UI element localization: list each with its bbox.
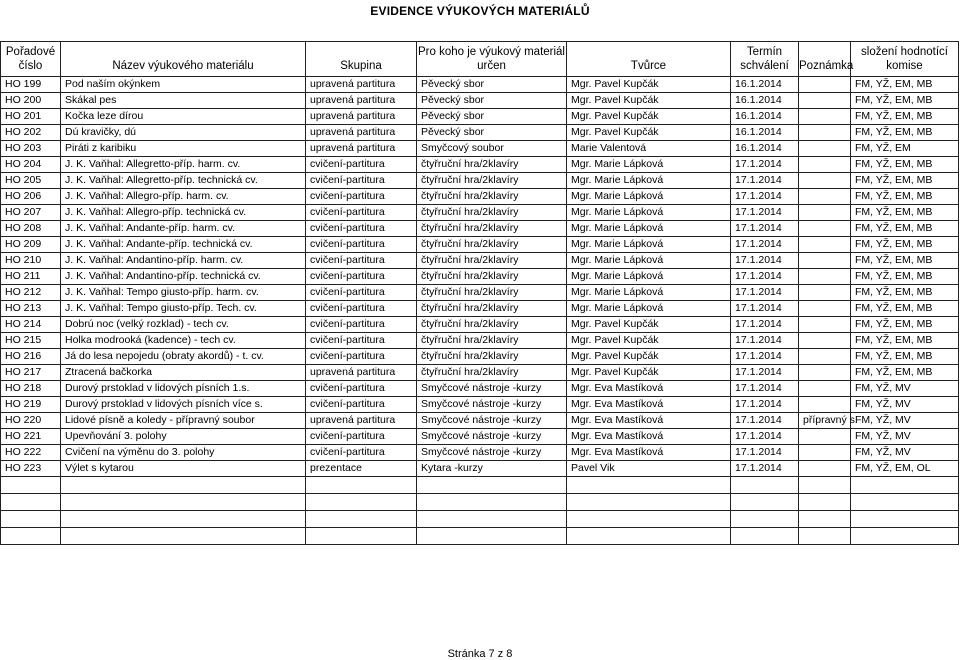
- table-row: [1, 445, 959, 461]
- cell-pro-koho: čtyřruční hra/2klavíry: [417, 317, 567, 333]
- table-row: [1, 221, 959, 237]
- cell-cislo: HO 213: [1, 301, 61, 317]
- cell-skupina: cvičení-partitura: [306, 445, 417, 461]
- cell-skupina: upravená partitura: [306, 93, 417, 109]
- cell-tvurce: Mgr. Pavel Kupčák: [567, 109, 731, 125]
- table-row: [1, 317, 959, 333]
- cell-tvurce: Mgr. Pavel Kupčák: [567, 349, 731, 365]
- cell-poznamka: [799, 141, 851, 157]
- cell-nazev: Ztracená bačkorka: [61, 365, 306, 381]
- cell-tvurce: Mgr. Pavel Kupčák: [567, 77, 731, 93]
- cell-skupina: upravená partitura: [306, 141, 417, 157]
- table-row: [1, 285, 959, 301]
- cell-poznamka: [799, 77, 851, 93]
- cell-skupina: prezentace: [306, 461, 417, 477]
- cell-termin: 16.1.2014: [731, 109, 799, 125]
- cell-pro-koho: Kytara -kurzy: [417, 461, 567, 477]
- cell-skupina: upravená partitura: [306, 413, 417, 429]
- cell-skupina: upravená partitura: [306, 77, 417, 93]
- empty-cell: [567, 494, 731, 511]
- empty-cell: [799, 528, 851, 545]
- cell-nazev: J. K. Vaňhal: Tempo giusto-příp. Tech. cv.: [61, 301, 306, 317]
- cell-cislo: HO 212: [1, 285, 61, 301]
- cell-skupina: cvičení-partitura: [306, 301, 417, 317]
- table-row: [1, 269, 959, 285]
- cell-poznamka: [799, 269, 851, 285]
- cell-skupina: upravená partitura: [306, 365, 417, 381]
- cell-komise: FM, YŽ, EM, MB: [851, 253, 959, 269]
- cell-poznamka: [799, 93, 851, 109]
- cell-cislo: HO 216: [1, 349, 61, 365]
- cell-cislo: HO 202: [1, 125, 61, 141]
- empty-cell: [61, 494, 306, 511]
- cell-poznamka: [799, 125, 851, 141]
- cell-pro-koho: čtyřruční hra/2klavíry: [417, 349, 567, 365]
- table-row: [1, 381, 959, 397]
- cell-poznamka: [799, 397, 851, 413]
- cell-pro-koho: čtyřruční hra/2klavíry: [417, 253, 567, 269]
- cell-nazev: Holka modrooká (kadence) - tech cv.: [61, 333, 306, 349]
- cell-nazev: Skákal pes: [61, 93, 306, 109]
- cell-komise: FM, YŽ, EM, MB: [851, 301, 959, 317]
- cell-komise: FM, YŽ, MV: [851, 429, 959, 445]
- cell-termin: 17.1.2014: [731, 301, 799, 317]
- cell-termin: 17.1.2014: [731, 397, 799, 413]
- empty-cell: [567, 528, 731, 545]
- empty-table-row: [1, 511, 959, 528]
- cell-cislo: HO 223: [1, 461, 61, 477]
- cell-pro-koho: Pěvecký sbor: [417, 77, 567, 93]
- table-row: [1, 93, 959, 109]
- cell-skupina: cvičení-partitura: [306, 269, 417, 285]
- empty-cell: [799, 477, 851, 494]
- empty-cell: [851, 528, 959, 545]
- cell-tvurce: Mgr. Eva Mastíková: [567, 413, 731, 429]
- cell-poznamka: [799, 189, 851, 205]
- empty-cell: [731, 511, 799, 528]
- cell-komise: FM, YŽ, EM, MB: [851, 221, 959, 237]
- cell-pro-koho: Pěvecký sbor: [417, 93, 567, 109]
- cell-tvurce: Mgr. Pavel Kupčák: [567, 125, 731, 141]
- header-poznamka: Poznámka: [799, 42, 851, 77]
- cell-cislo: HO 210: [1, 253, 61, 269]
- empty-table-row: [1, 528, 959, 545]
- empty-table-row: [1, 494, 959, 511]
- cell-cislo: HO 207: [1, 205, 61, 221]
- table-row: [1, 205, 959, 221]
- cell-pro-koho: čtyřruční hra/2klavíry: [417, 189, 567, 205]
- cell-nazev: J. K. Vaňhal: Allegretto-příp. technická cv.: [61, 173, 306, 189]
- cell-pro-koho: Smyčcové nástroje -kurzy: [417, 397, 567, 413]
- cell-termin: 17.1.2014: [731, 285, 799, 301]
- cell-tvurce: Mgr. Pavel Kupčák: [567, 317, 731, 333]
- cell-komise: FM, YŽ, EM, MB: [851, 157, 959, 173]
- cell-termin: 17.1.2014: [731, 429, 799, 445]
- cell-tvurce: Mgr. Eva Mastíková: [567, 381, 731, 397]
- cell-cislo: HO 208: [1, 221, 61, 237]
- cell-skupina: cvičení-partitura: [306, 173, 417, 189]
- table-row: [1, 173, 959, 189]
- table-row: [1, 237, 959, 253]
- header-skupina: Skupina: [306, 42, 417, 77]
- table-row: [1, 365, 959, 381]
- header-poradove-cislo: Pořadové číslo: [1, 42, 61, 77]
- cell-poznamka: [799, 317, 851, 333]
- cell-tvurce: Marie Valentová: [567, 141, 731, 157]
- cell-nazev: J. K. Vaňhal: Tempo giusto-příp. harm. cv.: [61, 285, 306, 301]
- cell-cislo: HO 211: [1, 269, 61, 285]
- cell-nazev: Cvičení na výměnu do 3. polohy: [61, 445, 306, 461]
- cell-tvurce: Mgr. Pavel Kupčák: [567, 333, 731, 349]
- cell-poznamka: [799, 109, 851, 125]
- cell-poznamka: [799, 221, 851, 237]
- cell-skupina: cvičení-partitura: [306, 349, 417, 365]
- cell-skupina: cvičení-partitura: [306, 205, 417, 221]
- empty-cell: [306, 477, 417, 494]
- cell-komise: FM, YŽ, EM, MB: [851, 173, 959, 189]
- empty-cell: [1, 511, 61, 528]
- cell-tvurce: Mgr. Marie Lápková: [567, 173, 731, 189]
- empty-table-row: [1, 477, 959, 494]
- empty-cell: [799, 511, 851, 528]
- cell-cislo: HO 204: [1, 157, 61, 173]
- empty-cell: [417, 511, 567, 528]
- cell-pro-koho: čtyřruční hra/2klavíry: [417, 237, 567, 253]
- cell-tvurce: Mgr. Marie Lápková: [567, 253, 731, 269]
- cell-nazev: Kočka leze dírou: [61, 109, 306, 125]
- cell-komise: FM, YŽ, MV: [851, 381, 959, 397]
- empty-cell: [1, 477, 61, 494]
- materials-table: [0, 41, 959, 545]
- cell-pro-koho: Pěvecký sbor: [417, 109, 567, 125]
- cell-skupina: upravená partitura: [306, 125, 417, 141]
- cell-pro-koho: Smyčcové nástroje -kurzy: [417, 413, 567, 429]
- cell-nazev: J. K. Vaňhal: Andantino-příp. harm. cv.: [61, 253, 306, 269]
- table-body: [1, 77, 959, 545]
- cell-cislo: HO 219: [1, 397, 61, 413]
- cell-tvurce: Mgr. Marie Lápková: [567, 221, 731, 237]
- cell-nazev: Dú kravičky, dú: [61, 125, 306, 141]
- empty-cell: [417, 477, 567, 494]
- cell-nazev: Dobrú noc (velký rozklad) - tech cv.: [61, 317, 306, 333]
- cell-skupina: cvičení-partitura: [306, 189, 417, 205]
- cell-nazev: J. K. Vaňhal: Allegro-příp. harm. cv.: [61, 189, 306, 205]
- cell-cislo: HO 220: [1, 413, 61, 429]
- cell-nazev: Durový prstoklad v lidových písních více s.: [61, 397, 306, 413]
- cell-pro-koho: čtyřruční hra/2klavíry: [417, 173, 567, 189]
- cell-cislo: HO 205: [1, 173, 61, 189]
- header-nazev: Název výukového materiálu: [61, 42, 306, 77]
- cell-komise: FM, YŽ, EM, MB: [851, 269, 959, 285]
- empty-cell: [1, 494, 61, 511]
- cell-tvurce: Mgr. Marie Lápková: [567, 189, 731, 205]
- cell-komise: FM, YŽ, MV: [851, 445, 959, 461]
- cell-tvurce: Pavel Vik: [567, 461, 731, 477]
- cell-termin: 17.1.2014: [731, 365, 799, 381]
- empty-cell: [567, 477, 731, 494]
- cell-skupina: cvičení-partitura: [306, 157, 417, 173]
- empty-cell: [851, 511, 959, 528]
- empty-cell: [851, 477, 959, 494]
- cell-tvurce: Mgr. Marie Lápková: [567, 285, 731, 301]
- cell-termin: 17.1.2014: [731, 349, 799, 365]
- empty-cell: [851, 494, 959, 511]
- cell-termin: 17.1.2014: [731, 333, 799, 349]
- cell-termin: 17.1.2014: [731, 205, 799, 221]
- cell-tvurce: Mgr. Marie Lápková: [567, 269, 731, 285]
- cell-termin: 17.1.2014: [731, 237, 799, 253]
- table-row: [1, 349, 959, 365]
- table-row: [1, 429, 959, 445]
- cell-nazev: Piráti z karibiku: [61, 141, 306, 157]
- table-row: [1, 461, 959, 477]
- cell-nazev: J. K. Vaňhal: Andante-příp. technická cv.: [61, 237, 306, 253]
- cell-nazev: J. K. Vaňhal: Andantino-příp. technická cv.: [61, 269, 306, 285]
- cell-pro-koho: čtyřruční hra/2klavíry: [417, 301, 567, 317]
- page-number: Stránka 7 z 8: [447, 648, 513, 660]
- cell-nazev: Lidové písně a koledy - přípravný soubor: [61, 413, 306, 429]
- cell-tvurce: Mgr. Eva Mastíková: [567, 397, 731, 413]
- cell-tvurce: Mgr. Marie Lápková: [567, 205, 731, 221]
- empty-cell: [1, 528, 61, 545]
- table-row: [1, 253, 959, 269]
- empty-cell: [306, 511, 417, 528]
- header-termin-schvaleni: Termín schválení: [731, 42, 799, 77]
- empty-cell: [306, 494, 417, 511]
- cell-poznamka: [799, 253, 851, 269]
- cell-skupina: cvičení-partitura: [306, 221, 417, 237]
- cell-nazev: J. K. Vaňhal: Allegro-příp. technická cv.: [61, 205, 306, 221]
- cell-termin: 17.1.2014: [731, 253, 799, 269]
- cell-komise: FM, YŽ, EM, MB: [851, 189, 959, 205]
- header-tvurce: Tvůrce: [567, 42, 731, 77]
- cell-nazev: Pod naším okýnkem: [61, 77, 306, 93]
- empty-cell: [306, 528, 417, 545]
- cell-tvurce: Mgr. Marie Lápková: [567, 157, 731, 173]
- cell-termin: 16.1.2014: [731, 93, 799, 109]
- cell-poznamka: [799, 349, 851, 365]
- cell-poznamka: [799, 333, 851, 349]
- cell-termin: 17.1.2014: [731, 317, 799, 333]
- cell-nazev: J. K. Vaňhal: Allegretto-příp. harm. cv.: [61, 157, 306, 173]
- cell-cislo: HO 218: [1, 381, 61, 397]
- cell-cislo: HO 206: [1, 189, 61, 205]
- cell-tvurce: Mgr. Eva Mastíková: [567, 445, 731, 461]
- cell-pro-koho: Smyčcové nástroje -kurzy: [417, 381, 567, 397]
- cell-poznamka: [799, 381, 851, 397]
- cell-nazev: J. K. Vaňhal: Andante-příp. harm. cv.: [61, 221, 306, 237]
- cell-poznamka: [799, 173, 851, 189]
- cell-termin: 17.1.2014: [731, 413, 799, 429]
- table-row: [1, 77, 959, 93]
- cell-pro-koho: Smyčcové nástroje -kurzy: [417, 445, 567, 461]
- cell-komise: FM, YŽ, EM, MB: [851, 205, 959, 221]
- empty-cell: [417, 528, 567, 545]
- cell-skupina: cvičení-partitura: [306, 285, 417, 301]
- cell-termin: 17.1.2014: [731, 461, 799, 477]
- cell-tvurce: Mgr. Marie Lápková: [567, 237, 731, 253]
- cell-termin: 16.1.2014: [731, 125, 799, 141]
- cell-pro-koho: Smyčcové nástroje -kurzy: [417, 429, 567, 445]
- header-pro-koho: Pro koho je výukový materiál určen: [417, 42, 567, 77]
- cell-cislo: HO 199: [1, 77, 61, 93]
- cell-cislo: HO 217: [1, 365, 61, 381]
- cell-komise: FM, YŽ, EM, MB: [851, 317, 959, 333]
- cell-komise: FM, YŽ, EM, MB: [851, 365, 959, 381]
- cell-skupina: cvičení-partitura: [306, 253, 417, 269]
- cell-pro-koho: čtyřruční hra/2klavíry: [417, 285, 567, 301]
- empty-cell: [567, 511, 731, 528]
- table-row: [1, 109, 959, 125]
- cell-nazev: Já do lesa nepojedu (obraty akordů) - t. cv.: [61, 349, 306, 365]
- cell-komise: FM, YŽ, EM, MB: [851, 125, 959, 141]
- empty-cell: [731, 477, 799, 494]
- cell-termin: 17.1.2014: [731, 445, 799, 461]
- cell-cislo: HO 209: [1, 237, 61, 253]
- cell-cislo: HO 200: [1, 93, 61, 109]
- empty-cell: [731, 494, 799, 511]
- cell-poznamka: [799, 157, 851, 173]
- cell-termin: 17.1.2014: [731, 173, 799, 189]
- cell-komise: FM, YŽ, MV: [851, 397, 959, 413]
- cell-komise: FM, YŽ, EM, MB: [851, 109, 959, 125]
- cell-poznamka: [799, 429, 851, 445]
- cell-komise: FM, YŽ, EM, MB: [851, 93, 959, 109]
- cell-termin: 17.1.2014: [731, 157, 799, 173]
- empty-cell: [417, 494, 567, 511]
- cell-komise: FM, YŽ, EM, MB: [851, 333, 959, 349]
- cell-nazev: Upevňování 3. polohy: [61, 429, 306, 445]
- table-row: [1, 413, 959, 429]
- cell-nazev: Durový prstoklad v lidových písních 1.s.: [61, 381, 306, 397]
- table-row: [1, 189, 959, 205]
- table-row: [1, 141, 959, 157]
- cell-termin: 17.1.2014: [731, 381, 799, 397]
- cell-skupina: cvičení-partitura: [306, 317, 417, 333]
- cell-cislo: HO 203: [1, 141, 61, 157]
- cell-pro-koho: čtyřruční hra/2klavíry: [417, 365, 567, 381]
- table-row: [1, 301, 959, 317]
- cell-komise: FM, YŽ, MV: [851, 413, 959, 429]
- cell-termin: 16.1.2014: [731, 77, 799, 93]
- cell-poznamka: [799, 445, 851, 461]
- table-row: [1, 333, 959, 349]
- cell-komise: FM, YŽ, EM, MB: [851, 237, 959, 253]
- cell-pro-koho: Smyčcový soubor: [417, 141, 567, 157]
- cell-tvurce: Mgr. Marie Lápková: [567, 301, 731, 317]
- empty-cell: [799, 494, 851, 511]
- cell-poznamka: [799, 461, 851, 477]
- cell-cislo: HO 221: [1, 429, 61, 445]
- table-row: [1, 125, 959, 141]
- cell-nazev: Výlet s kytarou: [61, 461, 306, 477]
- cell-pro-koho: čtyřruční hra/2klavíry: [417, 205, 567, 221]
- cell-cislo: HO 222: [1, 445, 61, 461]
- empty-cell: [61, 528, 306, 545]
- cell-pro-koho: Pěvecký sbor: [417, 125, 567, 141]
- cell-termin: 17.1.2014: [731, 221, 799, 237]
- table-row: [1, 157, 959, 173]
- cell-pro-koho: čtyřruční hra/2klavíry: [417, 157, 567, 173]
- cell-komise: FM, YŽ, EM: [851, 141, 959, 157]
- cell-pro-koho: čtyřruční hra/2klavíry: [417, 333, 567, 349]
- cell-poznamka: [799, 301, 851, 317]
- cell-skupina: cvičení-partitura: [306, 237, 417, 253]
- cell-skupina: cvičení-partitura: [306, 333, 417, 349]
- cell-skupina: upravená partitura: [306, 109, 417, 125]
- cell-cislo: HO 214: [1, 317, 61, 333]
- cell-skupina: cvičení-partitura: [306, 381, 417, 397]
- cell-skupina: cvičení-partitura: [306, 397, 417, 413]
- cell-komise: FM, YŽ, EM, OL: [851, 461, 959, 477]
- table-header-row: [1, 42, 959, 77]
- cell-tvurce: Mgr. Pavel Kupčák: [567, 365, 731, 381]
- header-slozeni-komise: složení hodnotící komise: [851, 42, 959, 77]
- cell-termin: 16.1.2014: [731, 141, 799, 157]
- cell-skupina: cvičení-partitura: [306, 429, 417, 445]
- cell-komise: FM, YŽ, EM, MB: [851, 77, 959, 93]
- cell-poznamka: [799, 205, 851, 221]
- cell-komise: FM, YŽ, EM, MB: [851, 349, 959, 365]
- cell-tvurce: Mgr. Pavel Kupčák: [567, 93, 731, 109]
- cell-komise: FM, YŽ, EM, MB: [851, 285, 959, 301]
- empty-cell: [731, 528, 799, 545]
- cell-tvurce: Mgr. Eva Mastíková: [567, 429, 731, 445]
- empty-cell: [61, 511, 306, 528]
- table-row: [1, 397, 959, 413]
- cell-pro-koho: čtyřruční hra/2klavíry: [417, 221, 567, 237]
- cell-poznamka: [799, 285, 851, 301]
- cell-termin: 17.1.2014: [731, 269, 799, 285]
- cell-poznamka: [799, 237, 851, 253]
- cell-cislo: HO 201: [1, 109, 61, 125]
- cell-termin: 17.1.2014: [731, 189, 799, 205]
- cell-poznamka: [799, 365, 851, 381]
- cell-poznamka: přípravný s.: [799, 413, 851, 429]
- document-title: EVIDENCE VÝUKOVÝCH MATERIÁLŮ: [370, 4, 590, 18]
- cell-pro-koho: čtyřruční hra/2klavíry: [417, 269, 567, 285]
- cell-cislo: HO 215: [1, 333, 61, 349]
- empty-cell: [61, 477, 306, 494]
